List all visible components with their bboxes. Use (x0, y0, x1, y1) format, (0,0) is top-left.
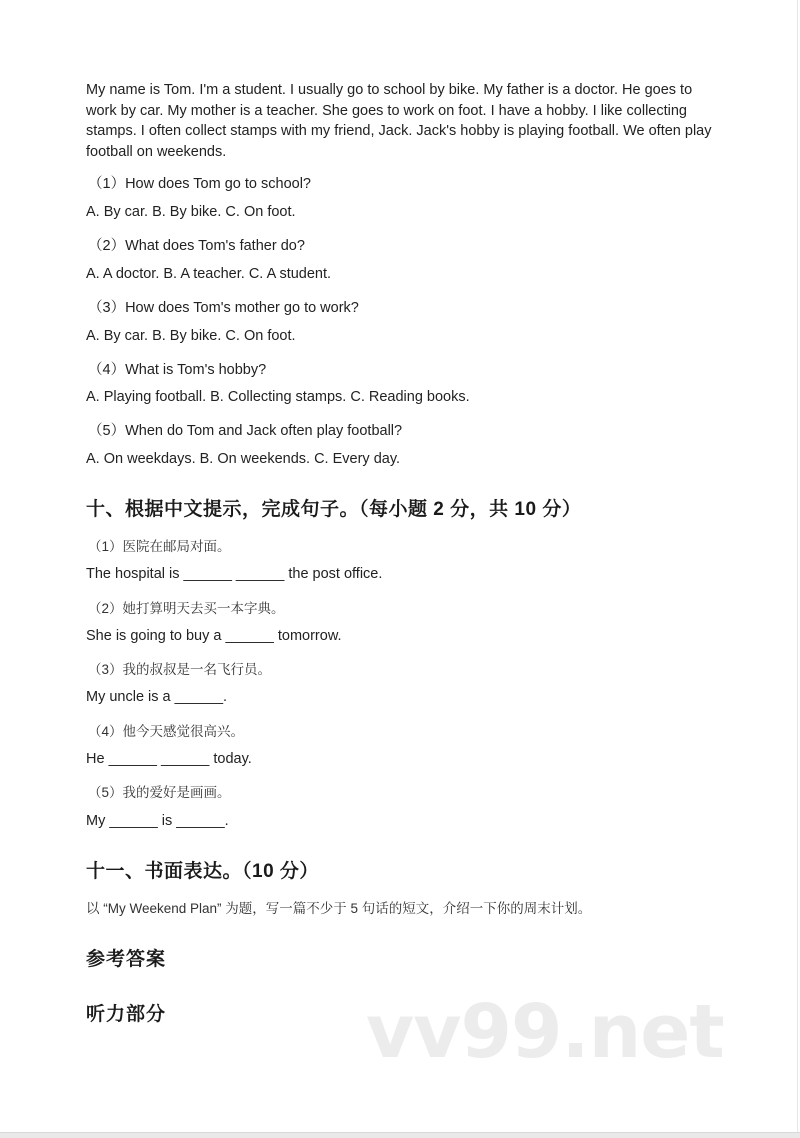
reading-passage: My name is Tom. I'm a student. I usually go to school by bike. My father is a doctor. He goes to work by car. My mother is a teacher. She goes to work on foot. I have a hobby. I like collecting stamps. I often collect stamps with my friend, Jack. Jack's hobby is playing football. We often play football on weekends. (86, 82, 712, 160)
answers-heading: 参考答案 (86, 949, 167, 970)
section-11-title: 十一、书面表达。（10 分） (86, 861, 319, 882)
sentence-5: My ______ is ______. (86, 813, 229, 829)
section-10-title: 十、根据中文提示，完成句子。（每小题 2 分，共 10 分） (86, 499, 582, 520)
question-4: （4）What is Tom's hobby? (88, 362, 267, 378)
options-2: A. A doctor. B. A teacher. C. A student. (86, 266, 332, 282)
sentence-4: He ______ ______ today. (86, 751, 252, 767)
options-1: A. By car. B. By bike. C. On foot. (86, 204, 296, 220)
section-11-instruction: 以 “My Weekend Plan” 为题，写一篇不少于 5 句话的短文，介绍一下你的周末计划。 (86, 901, 592, 916)
sentence-3: My uncle is a ______. (86, 689, 228, 705)
prompt-1: （1）医院在邮局对面。 (88, 539, 231, 554)
question-3: （3）How does Tom's mother go to work? (88, 300, 359, 316)
options-5: A. On weekdays. B. On weekends. C. Every day. (86, 451, 401, 467)
page-bottom-edge (0, 1132, 800, 1138)
prompt-3: （3）我的叔叔是一名飞行员。 (88, 662, 272, 677)
options-4: A. Playing football. B. Collecting stamps. C. Reading books. (86, 389, 470, 405)
watermark: vv99.net (366, 989, 724, 1075)
listening-subheading: 听力部分 (86, 1004, 167, 1025)
options-3: A. By car. B. By bike. C. On foot. (86, 328, 296, 344)
prompt-5: （5）我的爱好是画画。 (88, 785, 231, 800)
prompt-2: （2）她打算明天去买一本字典。 (88, 601, 285, 616)
question-1: （1）How does Tom go to school? (88, 176, 311, 192)
sentence-1: The hospital is ______ ______ the post office. (86, 566, 383, 582)
question-5: （5）When do Tom and Jack often play football? (88, 423, 403, 439)
prompt-4: （4）他今天感觉很高兴。 (88, 724, 245, 739)
question-2: （2）What does Tom's father do? (88, 238, 305, 254)
sentence-2: She is going to buy a ______ tomorrow. (86, 628, 342, 644)
